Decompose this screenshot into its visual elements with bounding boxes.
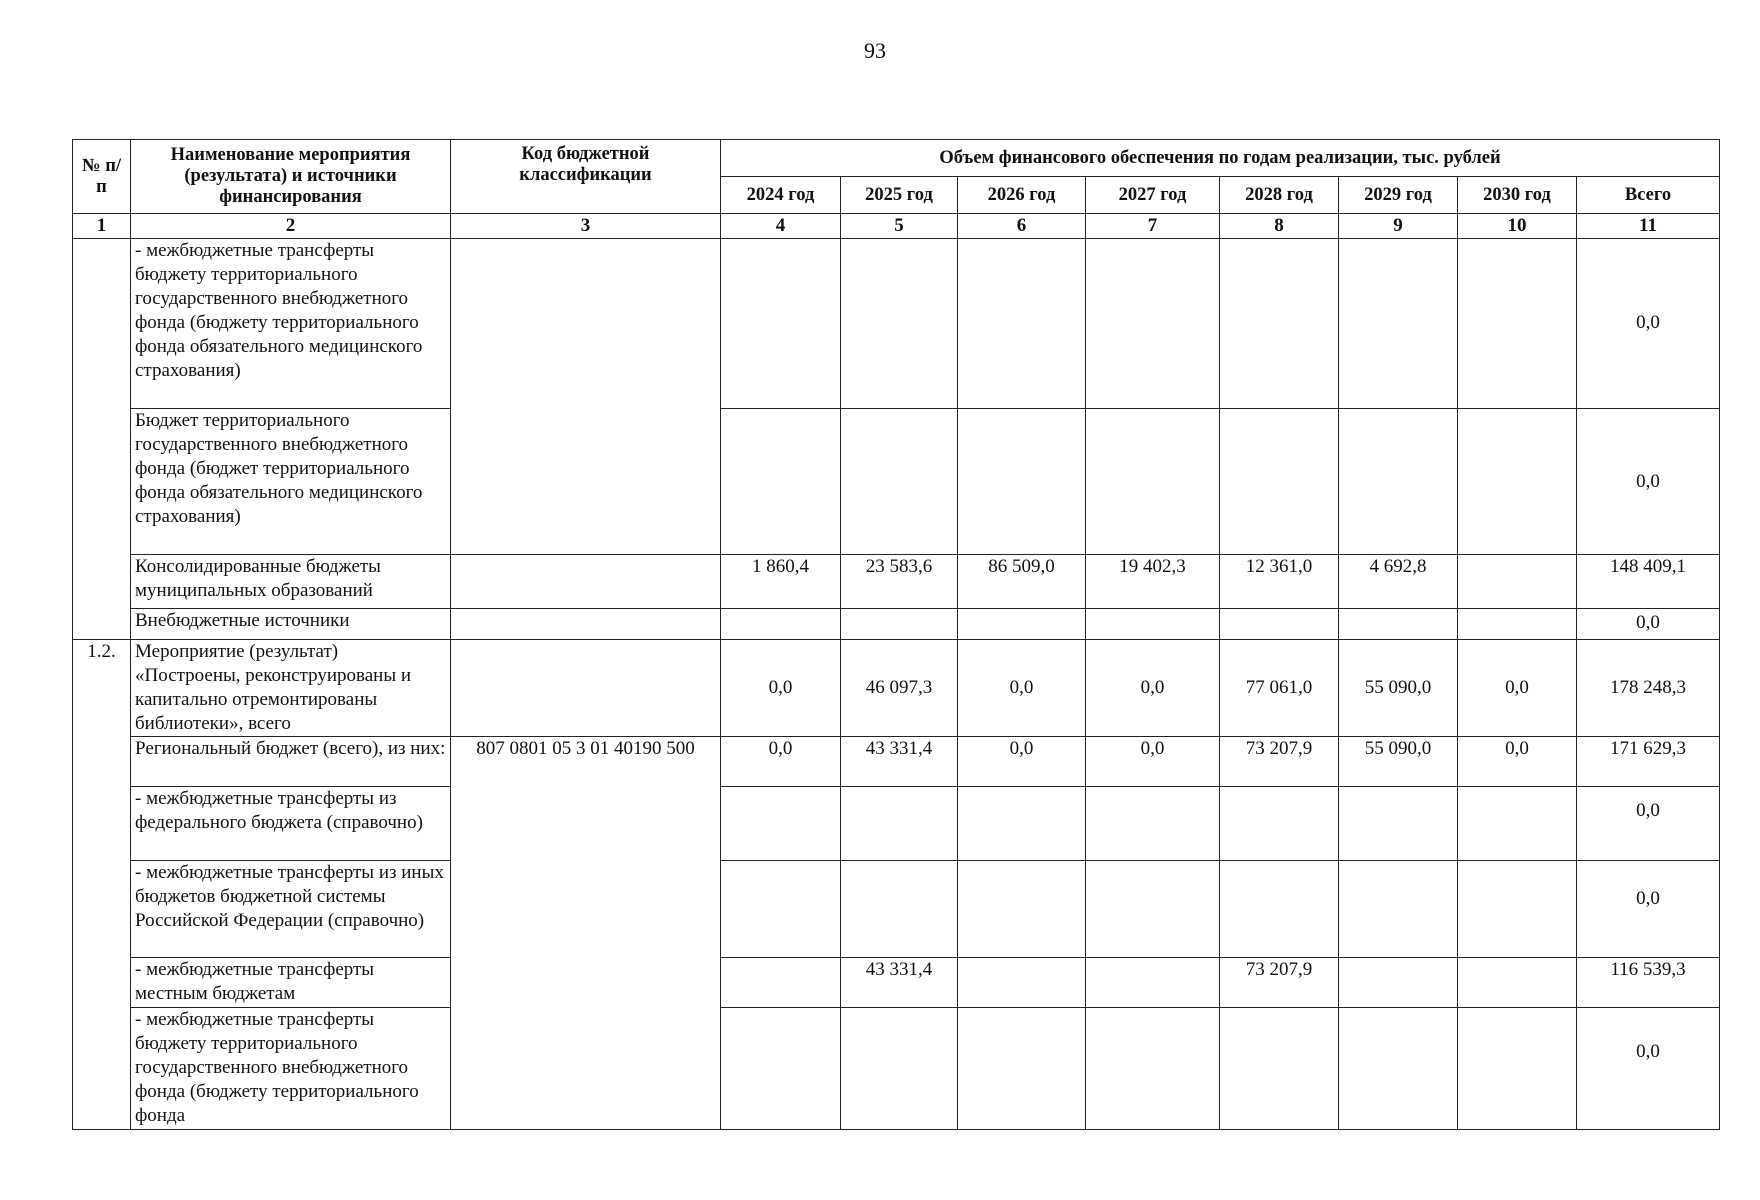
header-year: 2026 год bbox=[958, 177, 1086, 214]
row-code: 807 0801 05 3 01 40190 500 bbox=[451, 737, 721, 1130]
cell-value bbox=[721, 408, 841, 555]
table-row bbox=[73, 737, 1720, 787]
cell-total: 0,0 bbox=[1577, 239, 1720, 409]
table-row bbox=[73, 408, 1720, 555]
header-code: Код бюджетной классификации bbox=[451, 140, 721, 214]
cell-value bbox=[721, 1008, 841, 1130]
cell-value bbox=[1458, 408, 1577, 555]
cell-value: 0,0 bbox=[958, 737, 1086, 787]
cell-value: 4 692,8 bbox=[1339, 555, 1458, 608]
cell-value: 55 090,0 bbox=[1339, 737, 1458, 787]
header-total: Всего bbox=[1577, 177, 1720, 214]
cell-value bbox=[1458, 958, 1577, 1008]
table-row bbox=[73, 555, 1720, 608]
cell-value: 0,0 bbox=[721, 639, 841, 736]
cell-value: 43 331,4 bbox=[841, 737, 958, 787]
row-code-empty bbox=[451, 639, 721, 736]
row-code-empty bbox=[451, 239, 721, 555]
budget-table bbox=[72, 139, 1720, 1130]
cell-total: 116 539,3 bbox=[1577, 958, 1720, 1008]
cell-value bbox=[1086, 958, 1220, 1008]
table-row bbox=[73, 787, 1720, 860]
cell-value: 0,0 bbox=[1086, 639, 1220, 736]
table-row bbox=[73, 860, 1720, 957]
header-name: Наименование мероприятия (результата) и источники финансирования bbox=[131, 140, 451, 214]
cell-value bbox=[958, 239, 1086, 409]
column-number: 8 bbox=[1220, 214, 1339, 239]
row-name: - межбюджетные трансферты местным бюджетам bbox=[131, 958, 451, 1008]
cell-value bbox=[841, 239, 958, 409]
cell-total: 171 629,3 bbox=[1577, 737, 1720, 787]
cell-total: 148 409,1 bbox=[1577, 555, 1720, 608]
cell-value bbox=[841, 787, 958, 860]
table-row bbox=[73, 239, 1720, 409]
cell-value bbox=[1086, 239, 1220, 409]
cell-value: 43 331,4 bbox=[841, 958, 958, 1008]
cell-value bbox=[721, 608, 841, 639]
header-year: 2029 год bbox=[1339, 177, 1458, 214]
cell-value bbox=[721, 239, 841, 409]
row-code-empty bbox=[451, 555, 721, 608]
cell-value: 73 207,9 bbox=[1220, 958, 1339, 1008]
cell-total: 0,0 bbox=[1577, 1008, 1720, 1130]
cell-value: 46 097,3 bbox=[841, 639, 958, 736]
cell-value bbox=[1086, 1008, 1220, 1130]
cell-value bbox=[1339, 408, 1458, 555]
row-name: Бюджет территориального государственного внебюджетного фонда (бюджет территориального фонда обязательного медицинского страхования) bbox=[131, 408, 451, 555]
header-num: № п/п bbox=[73, 140, 131, 214]
cell-value: 12 361,0 bbox=[1220, 555, 1339, 608]
table-row bbox=[73, 958, 1720, 1008]
cell-value: 0,0 bbox=[721, 737, 841, 787]
row-number: 1.2. bbox=[73, 639, 131, 1129]
cell-value bbox=[1458, 239, 1577, 409]
cell-value bbox=[841, 608, 958, 639]
cell-value: 0,0 bbox=[958, 639, 1086, 736]
cell-value: 0,0 bbox=[1086, 737, 1220, 787]
cell-value bbox=[1086, 408, 1220, 555]
cell-value bbox=[1220, 787, 1339, 860]
cell-value bbox=[1458, 555, 1577, 608]
cell-value bbox=[1339, 958, 1458, 1008]
cell-value bbox=[721, 860, 841, 957]
header-volume: Объем финансового обеспечения по годам реализации, тыс. рублей bbox=[721, 140, 1720, 177]
cell-value bbox=[1086, 860, 1220, 957]
row-number-empty bbox=[73, 239, 131, 640]
cell-total: 0,0 bbox=[1577, 787, 1720, 860]
cell-value bbox=[1339, 239, 1458, 409]
cell-value: 1 860,4 bbox=[721, 555, 841, 608]
cell-value bbox=[841, 860, 958, 957]
column-number: 9 bbox=[1339, 214, 1458, 239]
header-year: 2024 год bbox=[721, 177, 841, 214]
cell-value: 55 090,0 bbox=[1339, 639, 1458, 736]
cell-value bbox=[1458, 860, 1577, 957]
cell-total: 0,0 bbox=[1577, 408, 1720, 555]
row-name: - межбюджетные трансферты из федерального бюджета (справочно) bbox=[131, 787, 451, 860]
cell-total: 0,0 bbox=[1577, 860, 1720, 957]
page-number: 93 bbox=[864, 38, 886, 63]
cell-value: 23 583,6 bbox=[841, 555, 958, 608]
cell-value: 19 402,3 bbox=[1086, 555, 1220, 608]
cell-total: 0,0 bbox=[1577, 608, 1720, 639]
row-name: - межбюджетные трансферты из иных бюджетов бюджетной системы Российской Федерации (справочно) bbox=[131, 860, 451, 957]
cell-value: 0,0 bbox=[1458, 639, 1577, 736]
cell-value: 73 207,9 bbox=[1220, 737, 1339, 787]
cell-value bbox=[958, 408, 1086, 555]
cell-value bbox=[1220, 1008, 1339, 1130]
cell-value bbox=[958, 608, 1086, 639]
column-number: 5 bbox=[841, 214, 958, 239]
cell-value bbox=[958, 860, 1086, 957]
table-row bbox=[73, 1008, 1720, 1130]
cell-value bbox=[958, 958, 1086, 1008]
cell-value bbox=[958, 787, 1086, 860]
column-number: 7 bbox=[1086, 214, 1220, 239]
cell-value bbox=[721, 958, 841, 1008]
cell-value bbox=[1220, 408, 1339, 555]
cell-value bbox=[1458, 608, 1577, 639]
column-number: 10 bbox=[1458, 214, 1577, 239]
cell-value bbox=[1220, 860, 1339, 957]
row-name: Региональный бюджет (всего), из них: bbox=[131, 737, 451, 787]
column-number: 3 bbox=[451, 214, 721, 239]
cell-value bbox=[1458, 787, 1577, 860]
cell-value bbox=[1086, 608, 1220, 639]
cell-value bbox=[958, 1008, 1086, 1130]
column-number: 6 bbox=[958, 214, 1086, 239]
column-number: 11 bbox=[1577, 214, 1720, 239]
row-name: - межбюджетные трансферты бюджету территориального государственного внебюджетного фонда (бюджету территориального фонда обязательного медицинского страхования) bbox=[131, 239, 451, 409]
cell-value bbox=[841, 1008, 958, 1130]
header-year: 2027 год bbox=[1086, 177, 1220, 214]
column-number-row bbox=[73, 214, 1720, 239]
row-name: Мероприятие (результат) «Построены, реконструированы и капитально отремонтированы библиотеки», всего bbox=[131, 639, 451, 736]
column-number: 4 bbox=[721, 214, 841, 239]
cell-value bbox=[1339, 860, 1458, 957]
row-name: - межбюджетные трансферты бюджету территориального государственного внебюджетного фонда (бюджету территориального фонда bbox=[131, 1008, 451, 1130]
cell-value bbox=[1339, 1008, 1458, 1130]
cell-value bbox=[1086, 787, 1220, 860]
cell-value bbox=[1220, 608, 1339, 639]
header-year: 2025 год bbox=[841, 177, 958, 214]
cell-value bbox=[721, 787, 841, 860]
column-number: 1 bbox=[73, 214, 131, 239]
cell-value bbox=[1458, 1008, 1577, 1130]
column-number: 2 bbox=[131, 214, 451, 239]
table-row bbox=[73, 608, 1720, 639]
row-code-empty bbox=[451, 608, 721, 639]
row-name: Внебюджетные источники bbox=[131, 608, 451, 639]
header-year: 2030 год bbox=[1458, 177, 1577, 214]
cell-value bbox=[1220, 239, 1339, 409]
table-row bbox=[73, 639, 1720, 736]
cell-value: 0,0 bbox=[1458, 737, 1577, 787]
header-year: 2028 год bbox=[1220, 177, 1339, 214]
cell-value bbox=[841, 408, 958, 555]
cell-value: 86 509,0 bbox=[958, 555, 1086, 608]
cell-value bbox=[1339, 787, 1458, 860]
cell-value bbox=[1339, 608, 1458, 639]
cell-value: 77 061,0 bbox=[1220, 639, 1339, 736]
cell-total: 178 248,3 bbox=[1577, 639, 1720, 736]
row-name: Консолидированные бюджеты муниципальных образований bbox=[131, 555, 451, 608]
